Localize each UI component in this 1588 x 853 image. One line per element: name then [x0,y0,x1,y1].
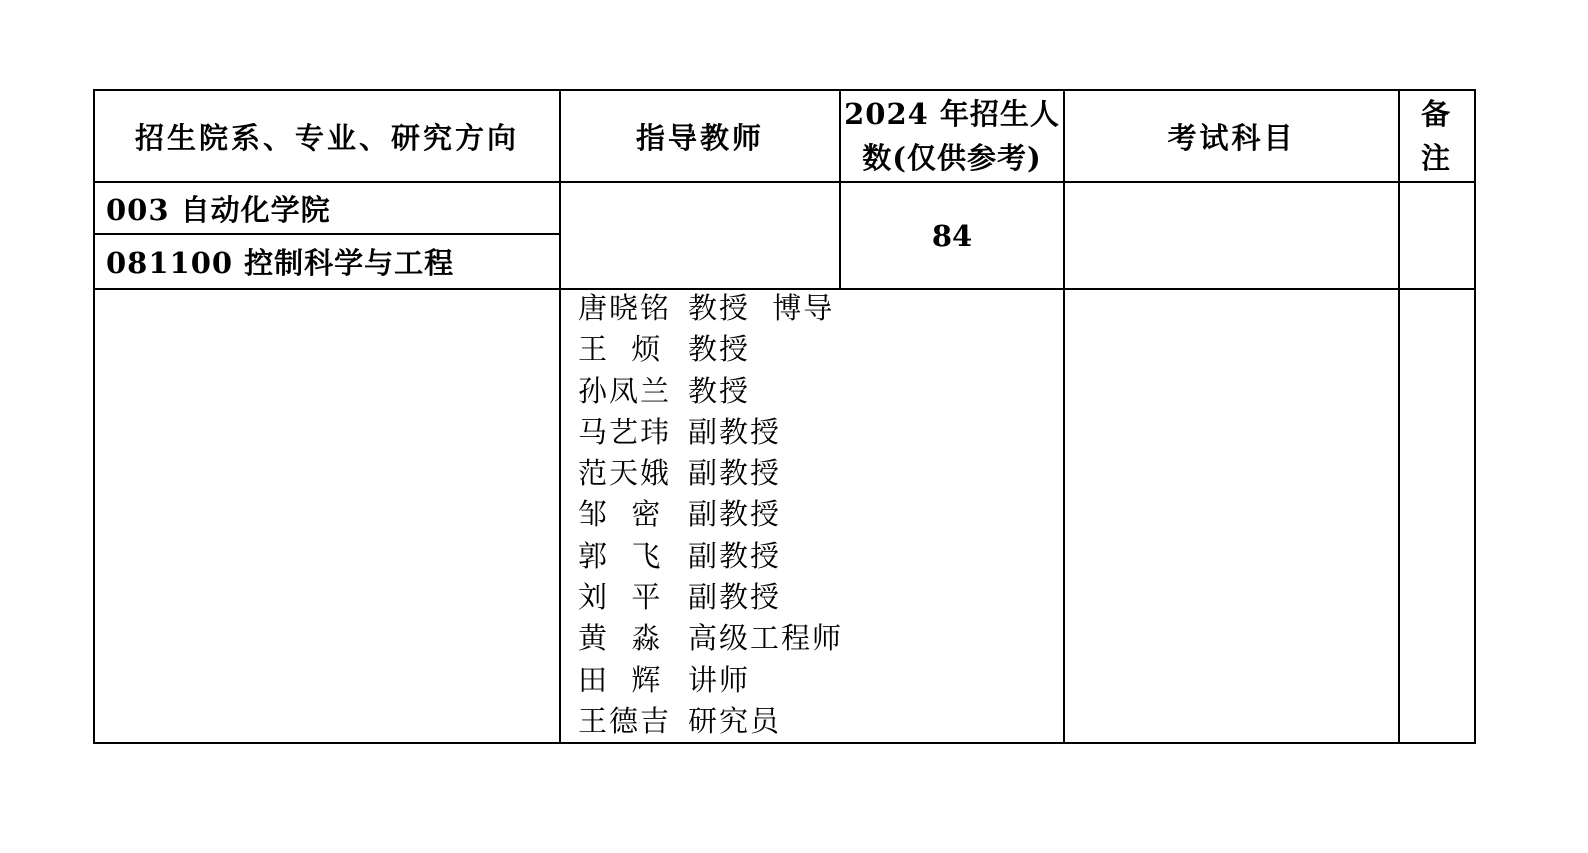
advisor-title: 教授 博导 [688,291,835,325]
advisor-row [578,618,843,659]
advisor-row [578,536,843,577]
quota-cell [841,183,1063,288]
header-notes-line1: 备 [1420,97,1453,131]
advisor-name: 郭 飞 [578,538,663,573]
header-department-major-direction-text: 招生院系、专业、研究方向 [134,120,519,155]
department-text: 003 自动化学院 [106,192,331,227]
advisor-name: 田 辉 [578,662,663,697]
advisor-name: 刘 平 [578,580,663,615]
advisor-title: 研究员 [688,703,782,738]
header-notes-line2: 注 [1420,141,1453,175]
col-divider-3 [1063,89,1065,744]
advisor-title: 副教授 [688,456,782,491]
advisor-name: 马艺玮 [578,414,672,449]
header-notes [1400,91,1474,181]
advisor-row [578,329,843,370]
advisor-title: 讲师 [688,662,751,697]
header-advisor [561,91,839,181]
quota-value: 84 [931,218,973,253]
advisor-name: 范天娥 [578,456,672,491]
header-quota-line2: 数(仅供参考) [862,141,1042,175]
advisor-row [578,371,843,412]
advisor-row [578,701,843,742]
advisor-name: 孙凤兰 [578,373,672,408]
advisor-name: 黄 淼 [578,621,663,656]
advisor-name: 邹 密 [578,497,663,532]
advisor-row [578,412,843,453]
advisor-list [578,288,843,742]
advisor-row [578,577,843,618]
advisor-title: 副教授 [688,538,782,573]
advisor-row [578,660,843,701]
advisor-name: 唐晓铭 [578,291,672,325]
header-advisor-text: 指导教师 [635,120,764,155]
advisor-row [578,288,843,329]
table-border-bottom [93,742,1476,744]
advisor-title: 副教授 [688,414,782,449]
table-border-left [93,89,95,744]
header-exam-subjects-text: 考试科目 [1167,120,1296,155]
header-quota-line1: 2024 年招生人 [844,97,1060,131]
header-department-major-direction [95,91,559,181]
advisor-title: 副教授 [688,497,782,532]
major-text: 081100 控制科学与工程 [106,246,455,280]
advisor-title: 教授 [688,332,751,367]
col-divider-4 [1398,89,1400,744]
advisor-name: 王德吉 [578,703,672,738]
advisor-name: 王 烦 [578,332,663,367]
header-quota [841,91,1063,181]
col-divider-1 [559,89,561,744]
advisor-title: 高级工程师 [688,621,844,656]
advisor-row [578,494,843,535]
major-cell [106,235,556,288]
advisor-title: 副教授 [688,580,782,615]
advisor-row [578,453,843,494]
table-border-right [1474,89,1476,744]
department-cell [106,183,556,233]
advisor-title: 教授 [688,373,751,408]
header-exam-subjects [1065,91,1398,181]
